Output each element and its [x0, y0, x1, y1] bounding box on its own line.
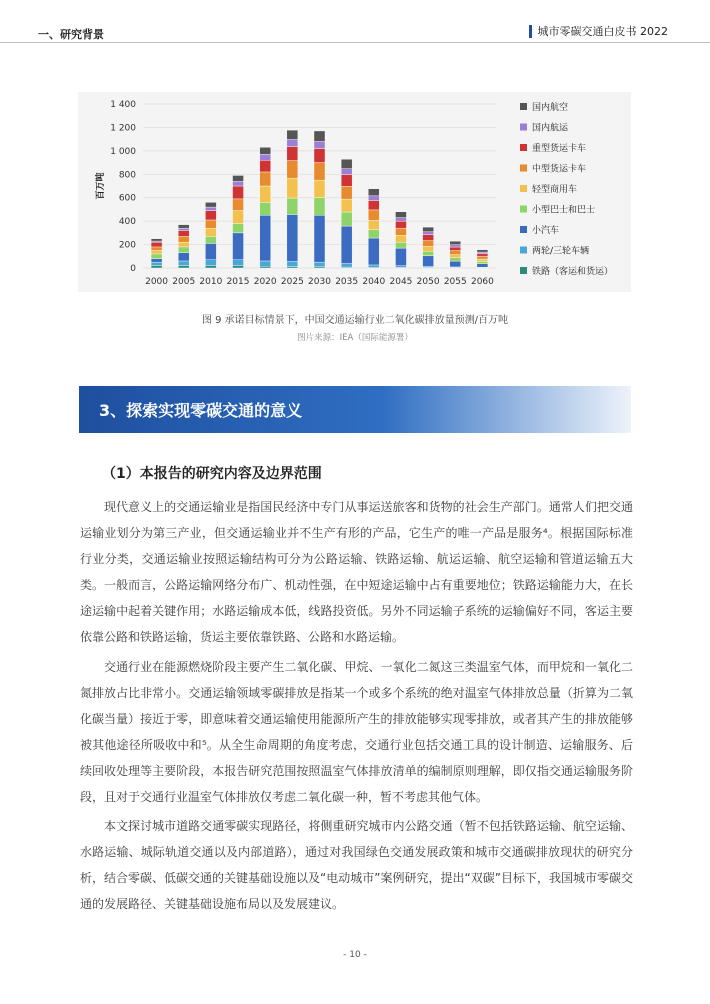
legend-swatch — [520, 165, 527, 172]
bar-segment — [287, 130, 298, 139]
bar-segment — [395, 248, 406, 266]
bar-segment — [233, 223, 244, 232]
bar-segment — [395, 266, 406, 268]
bar-segment — [287, 139, 298, 146]
bar-segment — [423, 246, 434, 251]
bar-segment — [260, 147, 271, 154]
header-publication-title: 城市零碳交通白皮书 2022 — [529, 25, 669, 38]
figure-caption: 图 9 承诺目标情景下，中国交通运输行业二氧化碳排放量预测/百万吨 — [201, 315, 509, 326]
bar-segment — [395, 242, 406, 248]
bar-segment — [395, 228, 406, 235]
bar-segment — [450, 241, 461, 245]
bar-segment — [205, 207, 216, 211]
x-tick-label: 2040 — [362, 277, 386, 287]
y-tick-label: 1 400 — [110, 100, 136, 110]
y-tick-label: 200 — [118, 240, 136, 251]
bar-segment — [341, 212, 352, 226]
bar-segment — [368, 201, 379, 210]
bar-segment — [450, 247, 461, 251]
bar-segment — [314, 180, 325, 198]
bar-segment — [368, 210, 379, 221]
bar-segment — [368, 230, 379, 238]
subsection-heading: （1）本报告的研究内容及边界范围 — [102, 466, 322, 482]
legend-label: 中型货运卡车 — [532, 164, 587, 175]
bar-segment — [287, 267, 298, 268]
bar-segment — [368, 220, 379, 229]
bar-segment — [314, 198, 325, 216]
bar-segment — [260, 261, 271, 266]
bar-segment — [341, 159, 352, 168]
bar-segment — [151, 239, 162, 241]
bar-segment — [395, 235, 406, 242]
bar-segment — [178, 228, 189, 230]
bar-segment — [477, 250, 488, 252]
x-tick-label: 2030 — [308, 277, 331, 287]
bar-segment — [233, 181, 244, 186]
bar-segment — [260, 172, 271, 186]
bar-segment — [178, 266, 189, 268]
bar-segment — [260, 215, 271, 261]
bar-segment — [450, 251, 461, 255]
bar-segment — [368, 238, 379, 265]
x-tick-label: 2035 — [335, 277, 359, 287]
legend-swatch — [520, 103, 527, 110]
bar-segment — [287, 261, 298, 266]
bar-segment — [233, 175, 244, 181]
bar-segment — [151, 242, 162, 247]
bar-segment — [314, 163, 325, 181]
bar-segment — [314, 131, 325, 142]
bar-segment — [287, 147, 298, 161]
y-tick-label: 1 200 — [110, 123, 136, 134]
legend-swatch — [520, 267, 527, 274]
legend-swatch — [520, 247, 527, 254]
x-tick-label: 2025 — [280, 277, 304, 287]
bar-segment — [341, 226, 352, 263]
legend-swatch — [520, 185, 527, 192]
bar-segment — [233, 199, 244, 211]
bar-segment — [233, 211, 244, 224]
bar-segment — [423, 232, 434, 235]
legend-label: 国内航运 — [532, 123, 569, 134]
bar-segment — [341, 264, 352, 268]
y-tick-label: 600 — [118, 193, 136, 204]
bar-segment — [205, 266, 216, 268]
bar-segment — [477, 254, 488, 256]
bar-segment — [151, 262, 162, 266]
bar-segment — [260, 202, 271, 215]
bar-segment — [151, 259, 162, 263]
bar-segment — [450, 258, 461, 262]
section-banner — [79, 386, 631, 433]
page-number: - 10 - — [343, 950, 367, 960]
bar-segment — [205, 236, 216, 243]
bar-segment — [287, 214, 298, 261]
emissions-chart — [78, 92, 631, 292]
bar-segment — [151, 247, 162, 251]
bar-segment — [205, 202, 216, 207]
header-divider — [0, 42, 710, 43]
bar-segment — [287, 198, 298, 214]
legend-label: 小型巴士和巴士 — [532, 205, 596, 216]
bar-segment — [178, 236, 189, 242]
bar-segment — [314, 262, 325, 267]
bar-segment — [341, 186, 352, 199]
bar-segment — [477, 259, 488, 261]
bar-segment — [260, 160, 271, 172]
legend-label: 国内航空 — [532, 103, 569, 113]
emissions-chart-svg — [78, 92, 631, 292]
bar-segment — [477, 261, 488, 263]
bar-segment — [287, 178, 298, 198]
x-tick-label: 2045 — [389, 277, 413, 287]
y-tick-label: 800 — [118, 170, 136, 181]
bar-segment — [368, 196, 379, 201]
x-tick-label: 2050 — [416, 277, 440, 287]
bar-segment — [368, 189, 379, 196]
bar-segment — [260, 186, 271, 202]
header-section-title: 一、研究背景 — [38, 28, 104, 41]
bar-segment — [151, 266, 162, 268]
bar-segment — [423, 235, 434, 241]
y-tick-label: 0 — [130, 264, 136, 274]
bar-segment — [205, 228, 216, 236]
x-tick-label: 2055 — [443, 277, 467, 287]
legend-label: 小汽车 — [532, 226, 560, 236]
bar-segment — [450, 255, 461, 258]
y-tick-label: 400 — [118, 217, 136, 228]
bar-segment — [205, 260, 216, 266]
x-tick-label: 2005 — [172, 277, 196, 287]
figure-source: 图片来源：IEA（国际能源署） — [297, 333, 413, 343]
bar-segment — [205, 220, 216, 228]
bar-segment — [395, 221, 406, 228]
bar-segment — [178, 253, 189, 261]
paragraph-1: 现代意义上的交通运输业是指国民经济中专门从事运送旅客和货物的社会生产部门。通常人们把交通运输业划分为第三产业，但交通运输业并不生产有形的产品，它生产的唯一产品是服务⁴。根据国际标准行业分类，交通运输业按照运输结构可分为公路运输、铁路运输、航运运输、航空运输和管道运输五大类。一般而言，公路运输网络分布广、机动性强，在中短途运输中占有重要地位；铁路运输能力大，在长途运输中起着关键作用；水路运输成本低，线路投资低。另外不同运输子系统的运输偏好不同，客运主要依靠公路和铁路运输，货运主要依靠铁路、公路和水路运输。 — [80, 500, 633, 644]
bar-segment — [233, 260, 244, 266]
x-tick-label: 2010 — [199, 277, 223, 287]
x-tick-label: 2000 — [145, 277, 169, 287]
bar-segment — [233, 233, 244, 260]
legend-swatch — [520, 124, 527, 131]
bar-segment — [178, 231, 189, 237]
bar-segment — [314, 141, 325, 148]
bar-segment — [151, 254, 162, 259]
bar-segment — [178, 261, 189, 266]
bar-segment — [395, 212, 406, 218]
bar-segment — [178, 242, 189, 247]
bar-segment — [233, 266, 244, 268]
legend-label: 铁路（客运和货运） — [532, 267, 614, 277]
bar-segment — [477, 256, 488, 259]
bar-segment — [287, 161, 298, 179]
bar-segment — [178, 247, 189, 253]
bar-segment — [450, 245, 461, 247]
bar-segment — [178, 225, 189, 229]
x-tick-label: 2015 — [226, 277, 250, 287]
bar-segment — [151, 250, 162, 254]
legend-swatch — [520, 206, 527, 213]
bar-segment — [423, 251, 434, 256]
bar-segment — [205, 243, 216, 259]
bar-segment — [423, 241, 434, 247]
bar-segment — [314, 215, 325, 262]
bar-segment — [314, 149, 325, 163]
bar-segment — [477, 252, 488, 254]
bar-segment — [260, 154, 271, 160]
bar-segment — [395, 218, 406, 222]
legend-label: 两轮/三轮车辆 — [532, 246, 590, 257]
bar-segment — [368, 265, 379, 267]
y-axis-label: 百万吨 — [96, 172, 106, 200]
bar-segment — [477, 264, 488, 268]
legend-swatch — [520, 144, 527, 151]
bar-segment — [341, 169, 352, 175]
legend-label: 重型货运卡车 — [532, 144, 587, 154]
y-tick-label: 1 000 — [110, 146, 136, 157]
bar-segment — [341, 199, 352, 212]
legend-label: 轻型商用车 — [532, 185, 578, 195]
x-tick-label: 2020 — [253, 277, 277, 287]
paragraph-3: 本文探讨城市道路交通零碳实现路径，将侧重研究城市内公路交通（暂不包括铁路运输、航空运输、水路运输、城际轨道交通以及内部道路），通过对我国绿色交通发展政策和城市交通碳排放现状的研究分析，结合零碳、低碳交通的关键基础设施以及“电动城市”案例研究，提出“双碳”目标下，我国城市零碳交通的发展路径、关键基础设施布局以及发展建议。 — [80, 819, 633, 911]
bar-segment — [450, 261, 461, 267]
bar-segment — [341, 175, 352, 187]
bar-segment — [423, 227, 434, 232]
bar-segment — [260, 266, 271, 268]
paragraph-2: 交通行业在能源燃烧阶段主要产生二氧化碳、甲烷、一氧化二氮这三类温室气体，而甲烷和一氧化二氮排放占比非常小。交通运输领域零碳排放是指某一个或多个系统的绝对温室气体排放总量（折算为二氧化碳当量）接近于零，即意味着交通运输使用能源所产生的排放能够实现零排放，或者其产生的排放能够被其他途径所吸收中和⁵。从全生命周期的角度考虑，交通行业包括交通工具的设计制造、运输服务、后续回收处理等主要阶段，本报告研究范围按照温室气体排放清单的编制原则理解，即仅指交通运输服务阶段，且对于交通行业温室气体排放仅考虑二氧化碳一种，暂不考虑其他气体。 — [80, 660, 633, 804]
bar-segment — [233, 186, 244, 199]
bar-segment — [205, 211, 216, 220]
bar-segment — [423, 256, 434, 267]
section-title: 3、探索实现零碳交通的意义 — [99, 401, 303, 420]
legend-swatch — [520, 226, 527, 233]
x-tick-label: 2060 — [470, 277, 494, 287]
